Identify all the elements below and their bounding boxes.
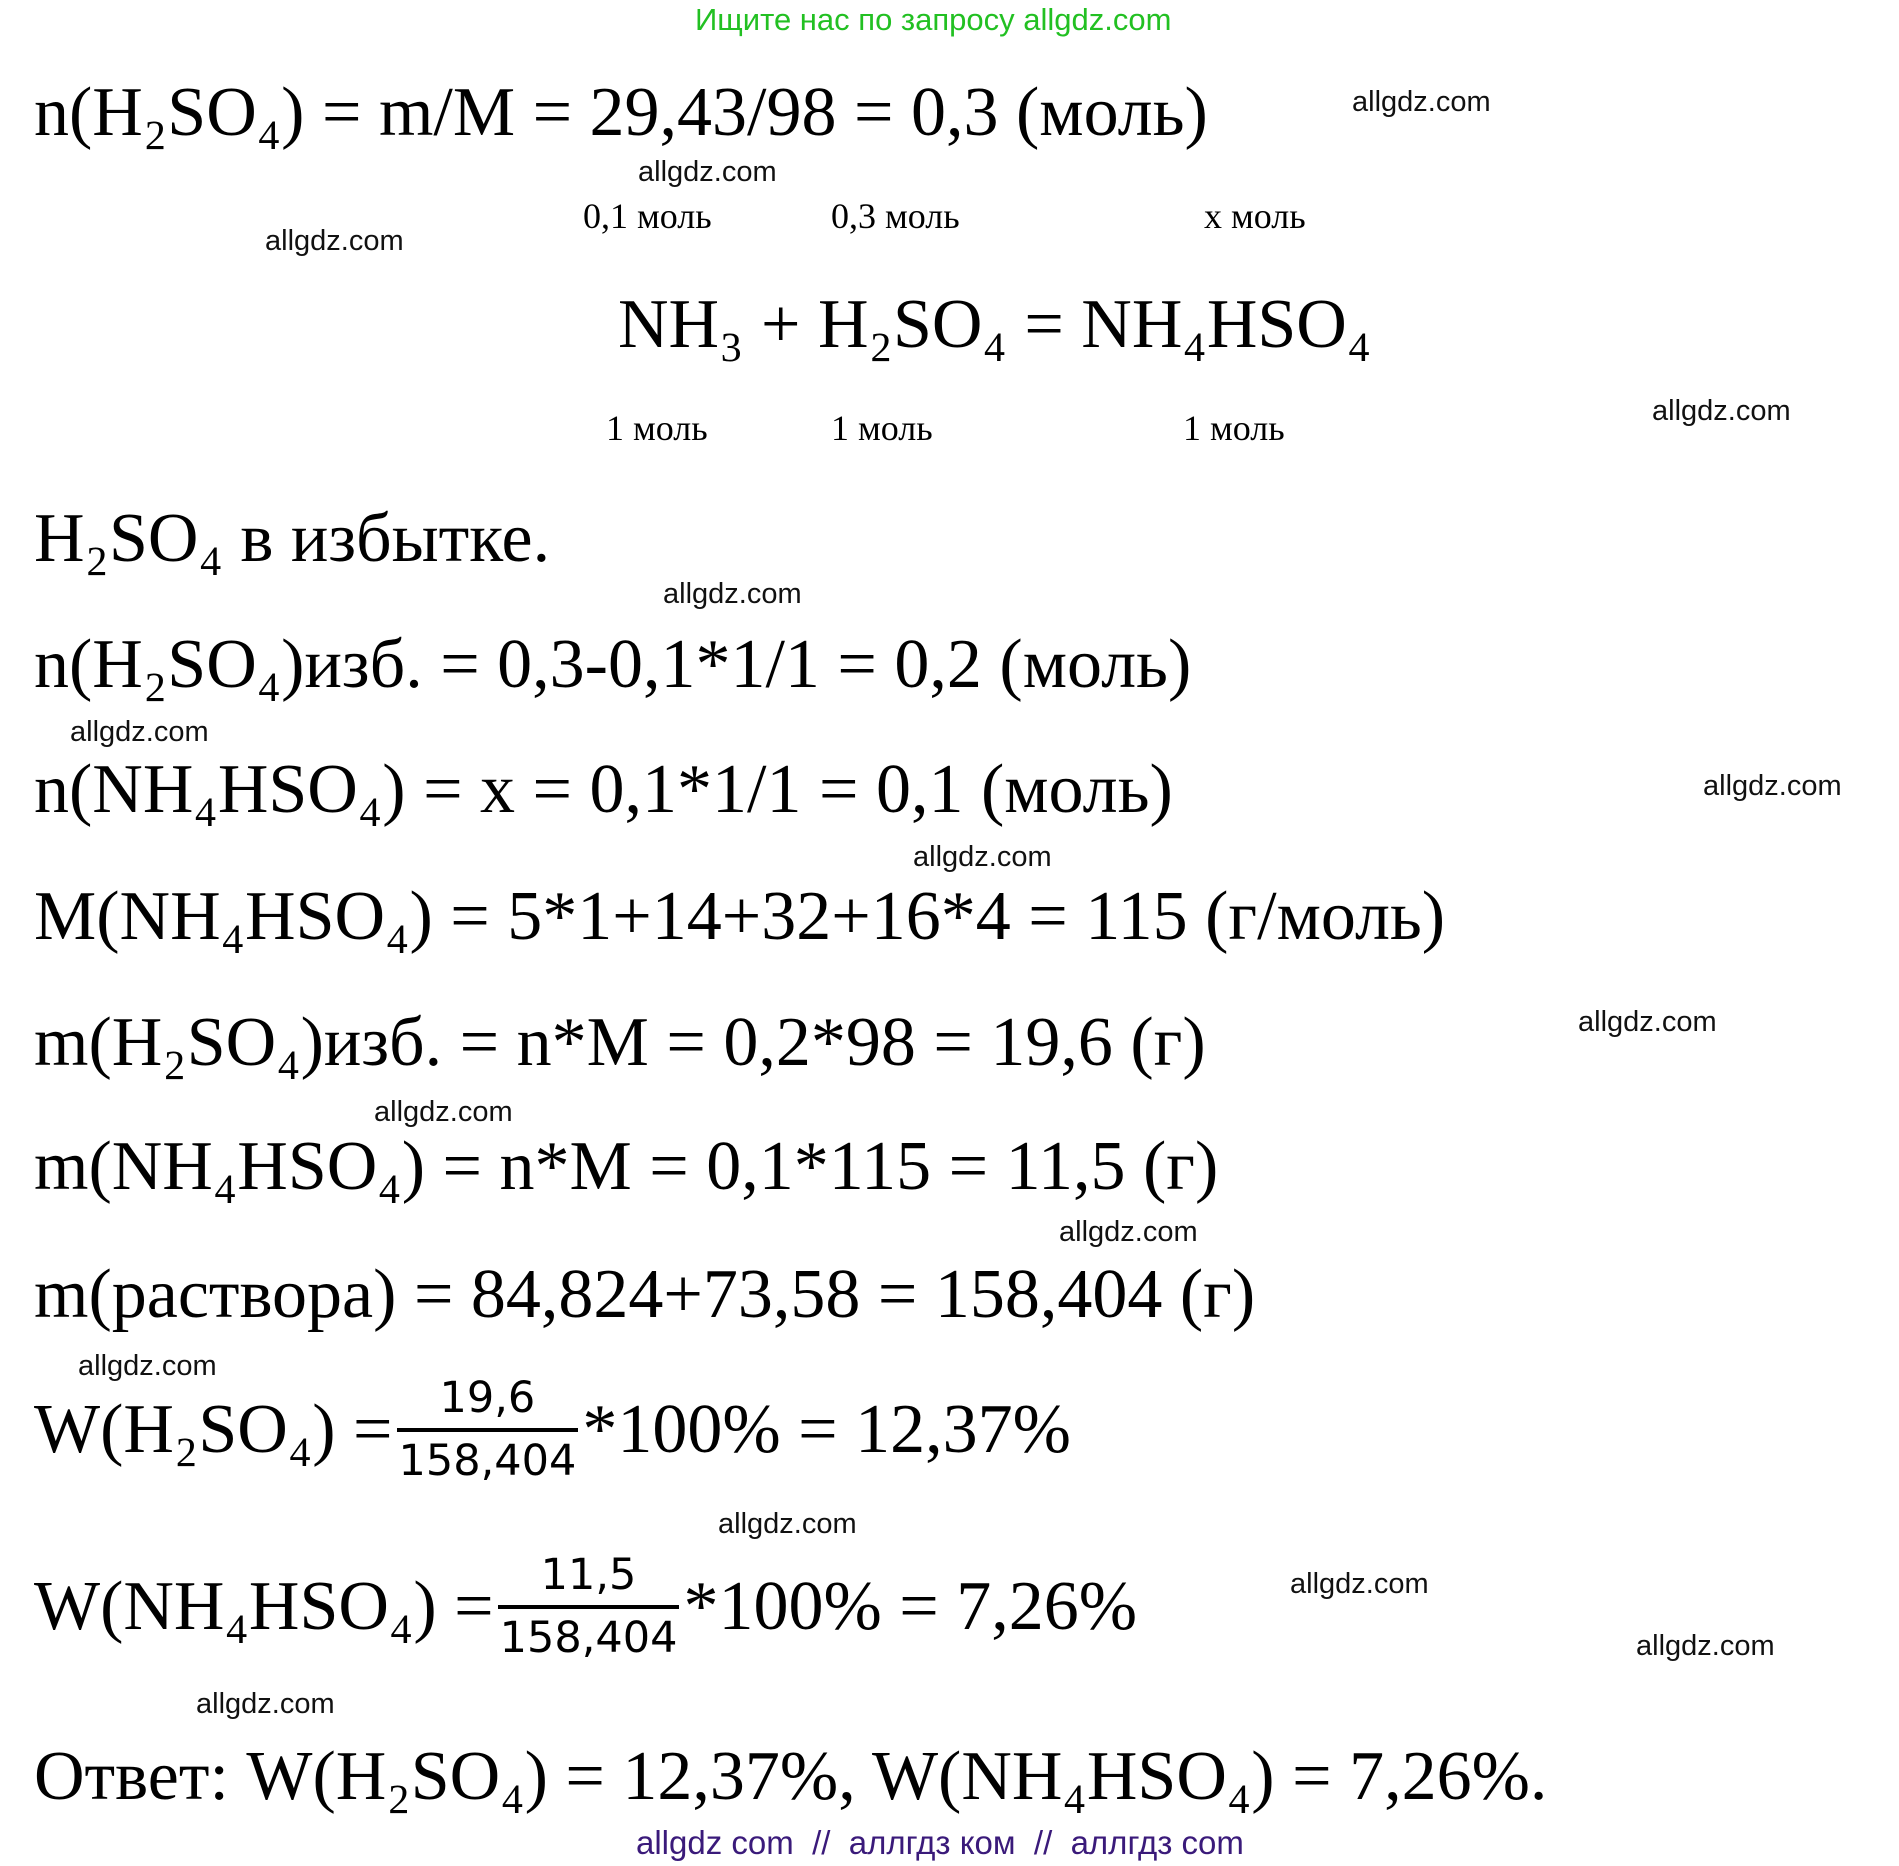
fraction-bar (498, 1605, 680, 1609)
watermark: allgdz.com (1352, 86, 1491, 118)
watermark: allgdz.com (663, 578, 802, 610)
below-label-1: 1 моль (606, 408, 708, 448)
above-label-2: 0,3 моль (831, 196, 960, 236)
w1-rhs: *100% = 12,37% (582, 1391, 1071, 1469)
w1-lhs: W(H₂SO₄) = (34, 1391, 393, 1469)
below-label-3: 1 моль (1183, 408, 1285, 448)
watermark: allgdz.com (1578, 1006, 1717, 1038)
reaction-equation: NH₃ + H₂SO₄ = NH₄HSO₄ (618, 286, 1372, 363)
watermark: allgdz.com (78, 1350, 217, 1382)
w2-fraction (498, 1552, 680, 1663)
watermark: allgdz.com (1059, 1216, 1198, 1248)
w2-lhs: W(NH₄HSO₄) = (34, 1568, 494, 1646)
line-mass-excess: m(H₂SO₄)изб. = n*M = 0,2*98 = 19,6 (г) (34, 1004, 1206, 1081)
w2-denominator: 158,404 (499, 1613, 678, 1664)
watermark: allgdz.com (265, 225, 404, 257)
w1-numerator: 19,6 (439, 1373, 536, 1423)
footer-links: allgdz com // аллгдз ком // аллгдз com (636, 1824, 1244, 1861)
answer-line: Ответ: W(H₂SO₄) = 12,37%, W(NH₄HSO₄) = 7,26%. (34, 1738, 1548, 1815)
watermark: allgdz.com (374, 1096, 513, 1128)
top-banner: Ищите нас по запросу allgdz.com (695, 2, 1172, 37)
line-excess: H₂SO₄ в избытке. (34, 500, 551, 577)
above-label-1: 0,1 моль (583, 196, 712, 236)
w2-rhs: *100% = 7,26% (683, 1568, 1138, 1646)
w2-numerator: 11,5 (540, 1550, 637, 1600)
w1-fraction (397, 1375, 579, 1486)
watermark: allgdz.com (1636, 1630, 1775, 1662)
above-label-3: x моль (1204, 196, 1306, 236)
watermark: allgdz.com (70, 716, 209, 748)
watermark: allgdz.com (638, 156, 777, 188)
line-moles-salt: n(NH₄HSO₄) = x = 0,1*1/1 = 0,1 (моль) (34, 751, 1173, 828)
line-w-h2so4 (34, 1375, 1071, 1486)
line-moles-excess: n(H₂SO₄)изб. = 0,3-0,1*1/1 = 0,2 (моль) (34, 626, 1192, 703)
watermark: allgdz.com (196, 1688, 335, 1720)
w1-denominator: 158,404 (398, 1436, 577, 1487)
fraction-bar (397, 1428, 579, 1432)
below-label-2: 1 моль (831, 408, 933, 448)
watermark: allgdz.com (913, 841, 1052, 873)
watermark: allgdz.com (1703, 770, 1842, 802)
watermark: allgdz.com (1290, 1568, 1429, 1600)
watermark: allgdz.com (718, 1508, 857, 1540)
line-molar-mass: M(NH₄HSO₄) = 5*1+14+32+16*4 = 115 (г/моль) (34, 878, 1446, 955)
line-mass-salt: m(NH₄HSO₄) = n*M = 0,1*115 = 11,5 (г) (34, 1128, 1219, 1205)
line-mass-solution: m(раствора) = 84,824+73,58 = 158,404 (г) (34, 1256, 1256, 1333)
watermark: allgdz.com (1652, 395, 1791, 427)
line-moles-h2so4: n(H₂SO₄) = m/M = 29,43/98 = 0,3 (моль) (34, 74, 1208, 151)
line-w-salt (34, 1552, 1137, 1663)
